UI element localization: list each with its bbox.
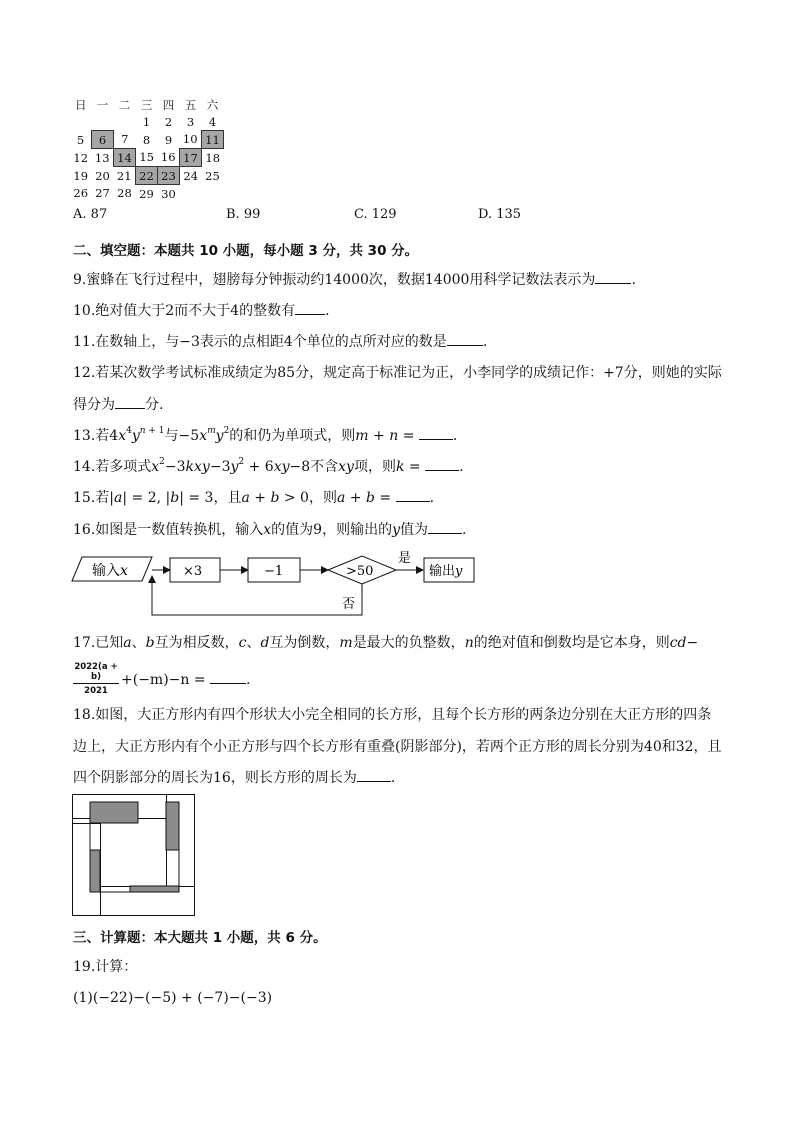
flow-yes-label: 是: [398, 551, 412, 566]
calendar-day: 28: [117, 186, 132, 201]
calendar-day: 9: [164, 132, 173, 147]
question-17-line1: 17.已知a、b互为相反数，c、d互为倒数，m是最大的负整数，n的绝对值和倒数均是它本身，则cd−: [73, 635, 699, 651]
calendar-day: 29: [139, 186, 154, 201]
flow-multiply-label: ×3: [183, 564, 203, 579]
question-10: 10.绝对值大于2而不大于4的整数有 .: [73, 303, 330, 319]
calendar-day: 8: [142, 132, 151, 147]
calendar-weekday: 一: [96, 97, 109, 112]
calendar-day: 6: [92, 131, 114, 149]
flow-output-label: 输出y: [429, 564, 463, 579]
shade-top: [90, 802, 138, 823]
section-3-title: 三、计算题：本大题共 1 小题，共 6 分。: [73, 930, 327, 946]
question-12-line1: 12.若某次数学考试标准成绩定为85分，规定高于标准记为正，小李同学的成绩记作：+7分，则她的实际: [73, 365, 722, 381]
option-b: B. 99: [226, 207, 261, 222]
calendar-weekday: 三: [140, 97, 153, 112]
calendar-day: 3: [186, 114, 195, 129]
calendar-day: 25: [205, 168, 220, 183]
calendar-day: 23: [158, 167, 180, 185]
question-12-line2: 得分为 分.: [73, 397, 164, 413]
question-17-line2: +(−m)−n = .: [121, 672, 251, 688]
calendar-day: [114, 113, 136, 131]
flow-input-label: 输入x: [92, 563, 128, 579]
question-11: 11.在数轴上，与−3表示的点相距4个单位的点所对应的数是 .: [73, 334, 488, 350]
calendar-weekday: 六: [206, 97, 219, 112]
calendar-day: 14: [114, 149, 136, 167]
calendar-weekday: 五: [184, 97, 197, 112]
question-16: 16.如图是一数值转换机，输入x的值为9，则输出的y值为 .: [73, 522, 467, 538]
calendar-table: [70, 96, 224, 202]
question-9: 9.蜜蜂在飞行过程中，翅膀每分钟振动约14000次，数据14000用科学记数法表示为 .: [73, 272, 636, 288]
calendar-day: 2: [164, 114, 173, 129]
flowchart-diagram: [70, 548, 480, 620]
question-15: 15.若|a| = 2, |b| = 3，且a + b > 0，则a + b = .: [73, 490, 435, 506]
calendar-day: 30: [161, 186, 176, 201]
question-17-fraction: 2022(a + b) 2021: [74, 662, 118, 696]
square-figure: [72, 794, 198, 918]
shade-left: [90, 850, 100, 892]
calendar-day: 22: [136, 167, 158, 185]
calendar-day: 21: [116, 168, 132, 183]
calendar-day: 7: [121, 132, 129, 147]
calendar-day: 11: [202, 131, 224, 149]
question-13: 13.若$4x^4y^{n + 1}$与$-5x^my^2$的和仍为单项式，则m + n = .: [73, 426, 458, 444]
flow-no-label: 否: [342, 597, 356, 612]
question-19-part1: (1)(−22)−(−5) + (−7)−(−3): [73, 990, 273, 1006]
calendar-day: 26: [73, 186, 89, 201]
calendar-weekday: 四: [162, 97, 175, 112]
calendar-day: 13: [94, 150, 110, 165]
calendar-day: 10: [182, 132, 198, 147]
calendar-day: 19: [73, 168, 89, 183]
calendar-day: 17: [180, 149, 202, 167]
calendar-day: [92, 113, 114, 131]
calendar-day: 27: [95, 186, 110, 201]
calendar-day: 4: [208, 114, 217, 129]
question-18-line1: 18.如图，大正方形内有四个形状大小完全相同的长方形，且每个长方形的两条边分别在大正方形的四条: [73, 707, 712, 723]
shade-right: [166, 802, 179, 850]
calendar-day: 1: [142, 114, 151, 129]
question-14: 14.若多项式$x^2-3kxy-3y^2 + 6xy-8$不含xy项，则k = .: [73, 457, 464, 475]
flow-minus-label: −1: [264, 564, 284, 579]
calendar-weekday: 日: [75, 97, 87, 112]
calendar-day: 15: [139, 150, 155, 165]
question-18-line3: 四个阴影部分的周长为16，则长方形的周长为 .: [73, 770, 396, 786]
section-2-title: 二、填空题：本题共 10 小题，每小题 3 分，共 30 分。: [73, 243, 419, 259]
option-a: A. 87: [73, 207, 108, 222]
calendar-day: 12: [73, 150, 89, 165]
question-18-line2: 边上，大正方形内有个小正方形与四个长方形有重叠(阴影部分)，若两个正方形的周长分别为40和32，且: [73, 739, 722, 755]
calendar-day: 16: [160, 150, 176, 165]
calendar-day: 18: [205, 150, 221, 165]
calendar-day: [202, 185, 224, 203]
calendar-day: 20: [95, 168, 110, 183]
calendar-day: 24: [183, 168, 199, 183]
calendar-weekday: 二: [118, 97, 131, 112]
question-19: 19.计算：: [73, 959, 138, 975]
calendar-day: [180, 185, 202, 203]
shade-bottom: [130, 886, 179, 892]
flow-condition-label: >50: [346, 564, 374, 579]
calendar-day: [70, 113, 92, 131]
option-d: D. 135: [478, 207, 522, 222]
calendar-day: 5: [76, 132, 85, 147]
option-c: C. 129: [354, 207, 397, 222]
